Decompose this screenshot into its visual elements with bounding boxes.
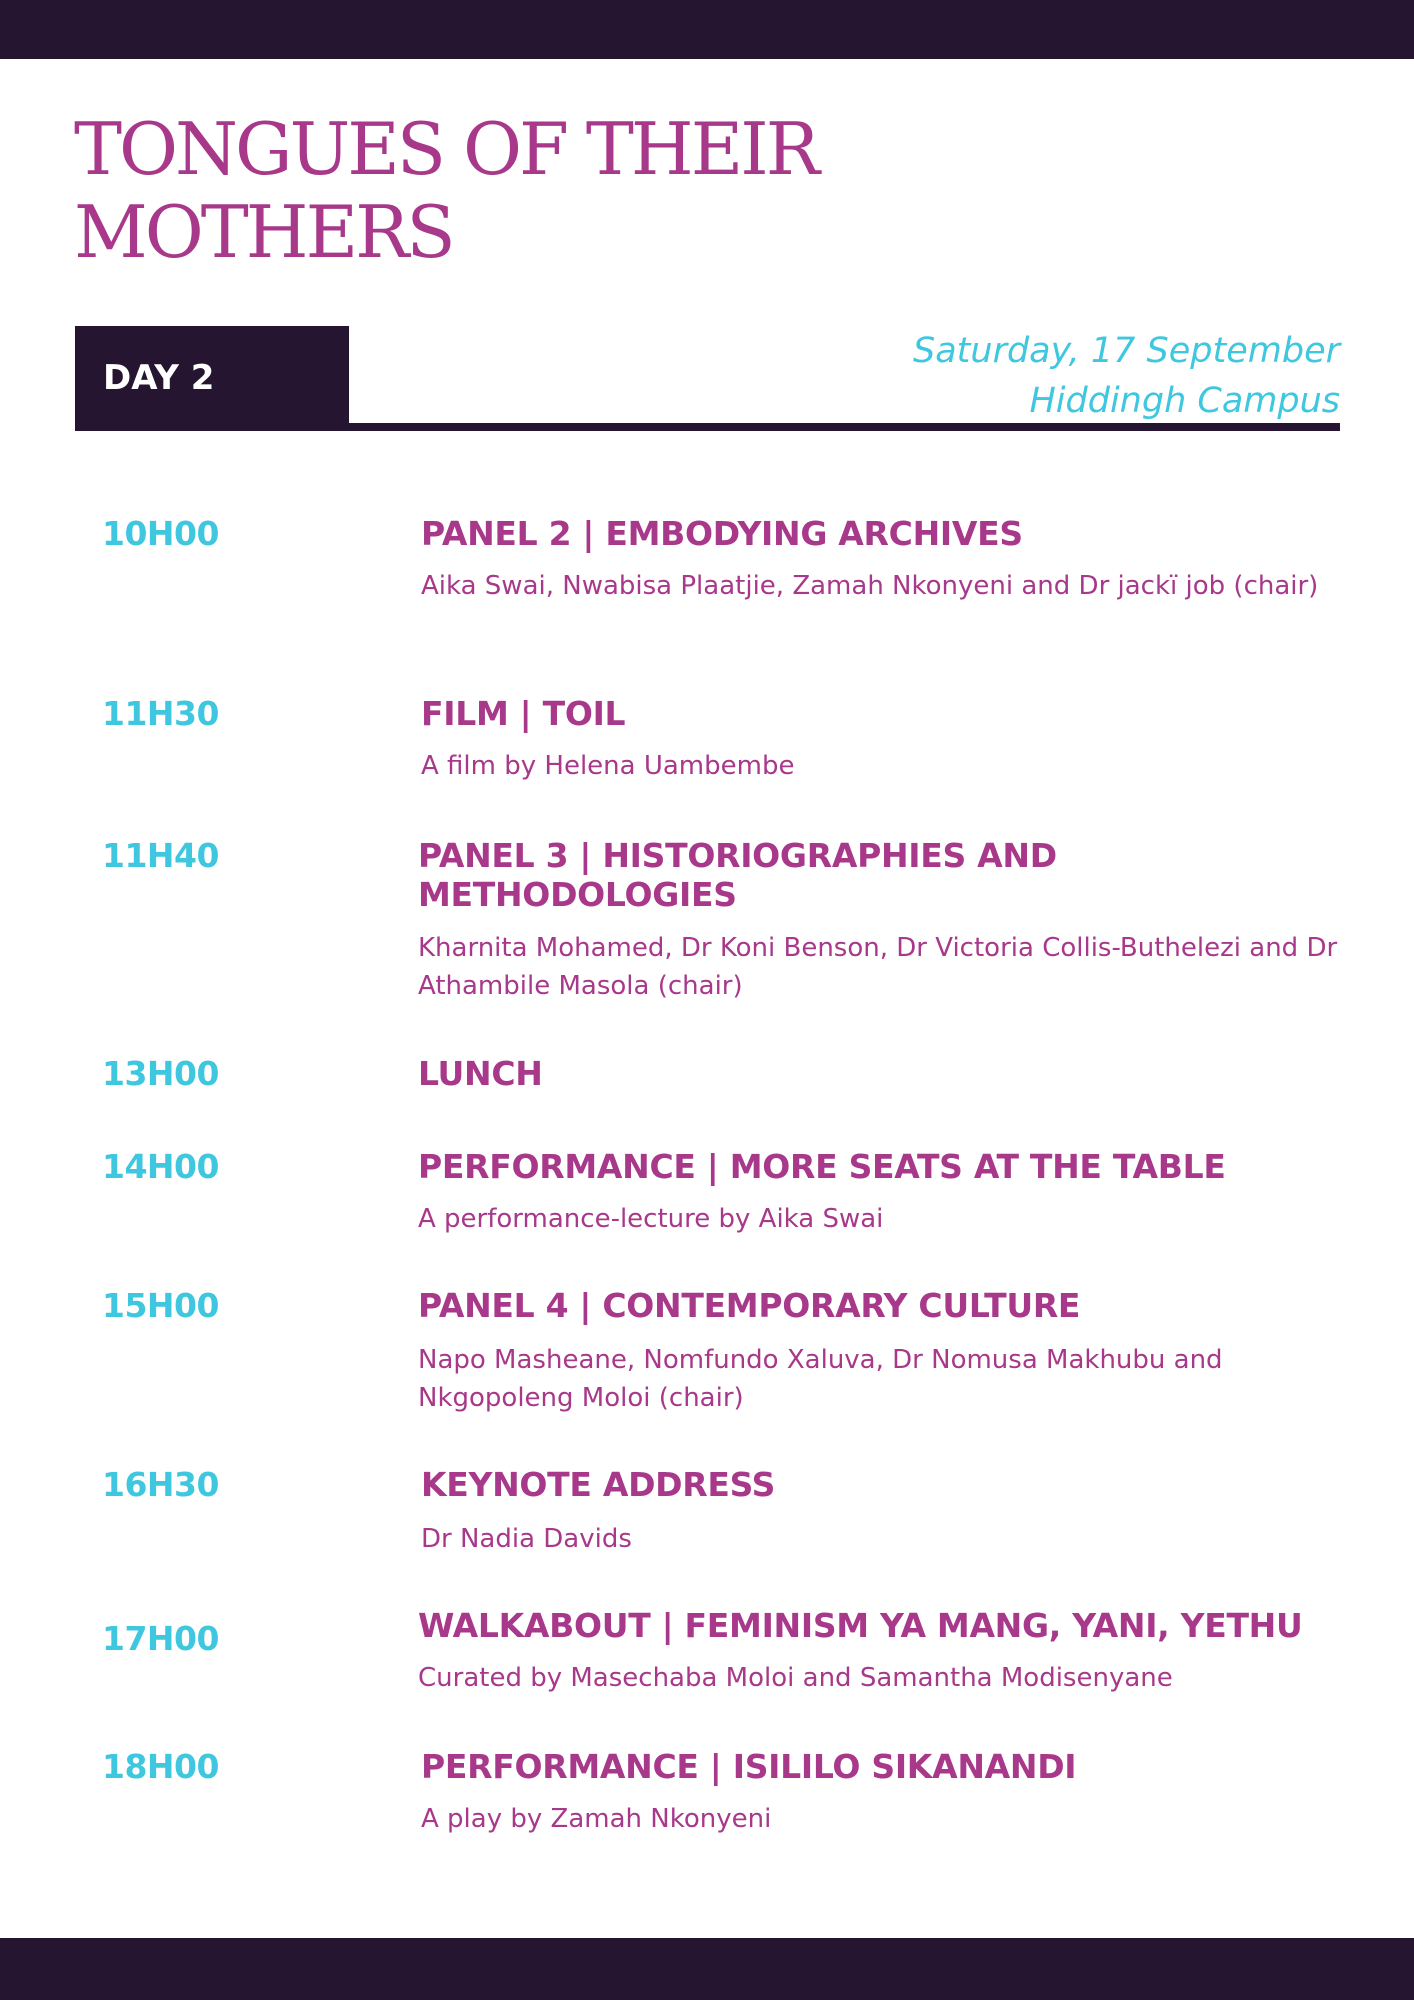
top-bar [0,0,1414,59]
schedule-time: 17H00 [102,1619,219,1658]
day-label: DAY 2 [75,326,349,431]
schedule-time: 14H00 [102,1147,219,1186]
schedule-description: Napo Masheane, Nomfundo Xaluva, Dr Nomusa Makhubu and Nkgopoleng Moloi (chair) [418,1345,1223,1413]
event-date: Saturday, 17 September [913,331,1340,371]
schedule-title: LUNCH [418,1054,543,1093]
title-line-1: TONGUES OF THEIR [74,107,817,191]
schedule-description: A film by Helena Uambembe [421,751,795,781]
date-venue [913,326,1340,426]
schedule-title: KEYNOTE ADDRESS [421,1465,776,1504]
schedule-time: 16H30 [102,1465,219,1504]
schedule-title: FILM | TOIL [421,694,626,733]
schedule-time: 11H40 [102,836,219,875]
schedule-time: 13H00 [102,1054,219,1093]
schedule-time: 18H00 [102,1747,219,1786]
schedule-description: Dr Nadia Davids [421,1524,632,1554]
schedule-title: PERFORMANCE | MORE SEATS AT THE TABLE [418,1147,1226,1186]
schedule-time: 10H00 [102,514,219,553]
bottom-bar [0,1938,1414,2000]
schedule-description: Curated by Masechaba Moloi and Samantha Modisenyane [418,1663,1173,1693]
event-venue: Hiddingh Campus [1029,381,1340,421]
schedule-title: PANEL 2 | EMBODYING ARCHIVES [421,514,1023,553]
schedule-title: PANEL 3 | HISTORIOGRAPHIES AND METHODOLOGIES [418,836,1057,914]
schedule-title: PANEL 4 | CONTEMPORARY CULTURE [418,1286,1081,1325]
schedule-description: Aika Swai, Nwabisa Plaatjie, Zamah Nkonyeni and Dr jackï job (chair) [421,571,1319,601]
schedule-description: A performance-lecture by Aika Swai [418,1204,884,1234]
schedule-title: WALKABOUT | FEMINISM YA MANG, YANI, YETHU [418,1606,1303,1645]
title-line-2: MOTHERS [74,190,453,274]
schedule-description: A play by Zamah Nkonyeni [421,1804,772,1834]
page-title [74,108,974,274]
schedule-time: 15H00 [102,1286,219,1325]
schedule-description: Kharnita Mohamed, Dr Koni Benson, Dr Victoria Collis-Buthelezi and Dr Athambile Masola (chair) [418,933,1338,1001]
schedule-title: PERFORMANCE | ISILILO SIKANANDI [421,1747,1077,1786]
schedule-time: 11H30 [102,694,219,733]
